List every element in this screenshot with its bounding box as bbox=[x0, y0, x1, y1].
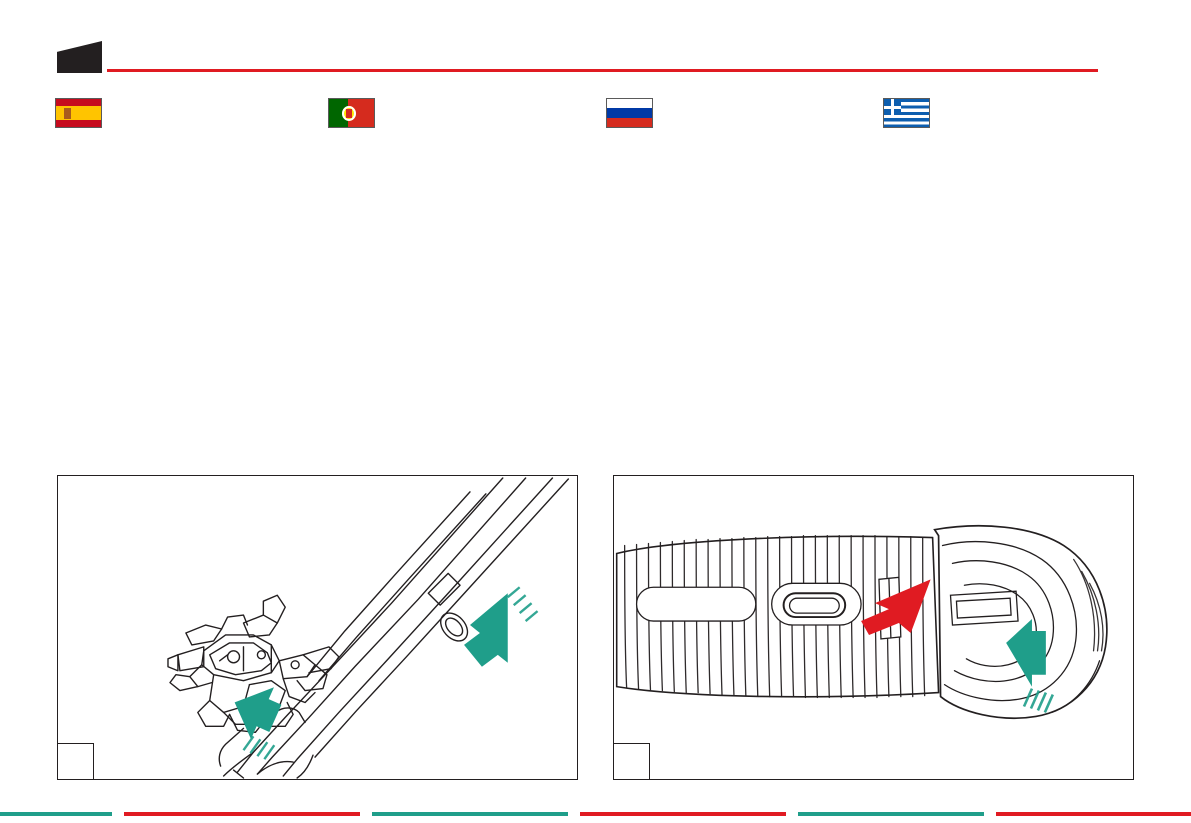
arrow-press-button bbox=[464, 587, 538, 666]
flag-spain-band-bottom bbox=[56, 120, 101, 127]
language-flag-row bbox=[0, 98, 1191, 132]
flag-greece[interactable] bbox=[883, 98, 930, 128]
flag-russia[interactable] bbox=[606, 98, 653, 128]
flag-greece-cross-horizontal bbox=[884, 106, 901, 109]
flag-russia-blue-band bbox=[607, 108, 652, 117]
figure-hose-cuff-release bbox=[613, 475, 1134, 780]
figure-nozzle-release-illustration bbox=[58, 476, 577, 779]
flag-russia-white-band bbox=[607, 99, 652, 108]
footer-color-bar bbox=[0, 812, 1191, 823]
flag-spain-band-middle bbox=[56, 106, 101, 120]
brand-wedge-logo bbox=[57, 41, 102, 73]
footer-segment-3 bbox=[372, 812, 568, 816]
figure-nozzle-release bbox=[57, 475, 578, 780]
flag-spain[interactable] bbox=[55, 98, 102, 128]
figure-hose-cuff-release-illustration bbox=[614, 476, 1133, 779]
footer-segment-4 bbox=[580, 812, 786, 816]
flag-portugal-shield bbox=[346, 109, 352, 118]
footer-segment-2 bbox=[124, 812, 360, 816]
figure-hose-cuff-release-badge bbox=[614, 743, 650, 779]
header-rule bbox=[107, 69, 1098, 72]
footer-segment-6 bbox=[996, 812, 1191, 816]
flag-portugal[interactable] bbox=[328, 98, 375, 128]
flag-spain-band-top bbox=[56, 99, 101, 106]
footer-segment-5 bbox=[798, 812, 984, 816]
flag-russia-red-band bbox=[607, 118, 652, 127]
flag-spain-coat-of-arms bbox=[64, 108, 71, 119]
page-header bbox=[0, 0, 1191, 90]
figure-nozzle-release-badge bbox=[58, 743, 94, 779]
footer-segment-1 bbox=[0, 812, 112, 816]
